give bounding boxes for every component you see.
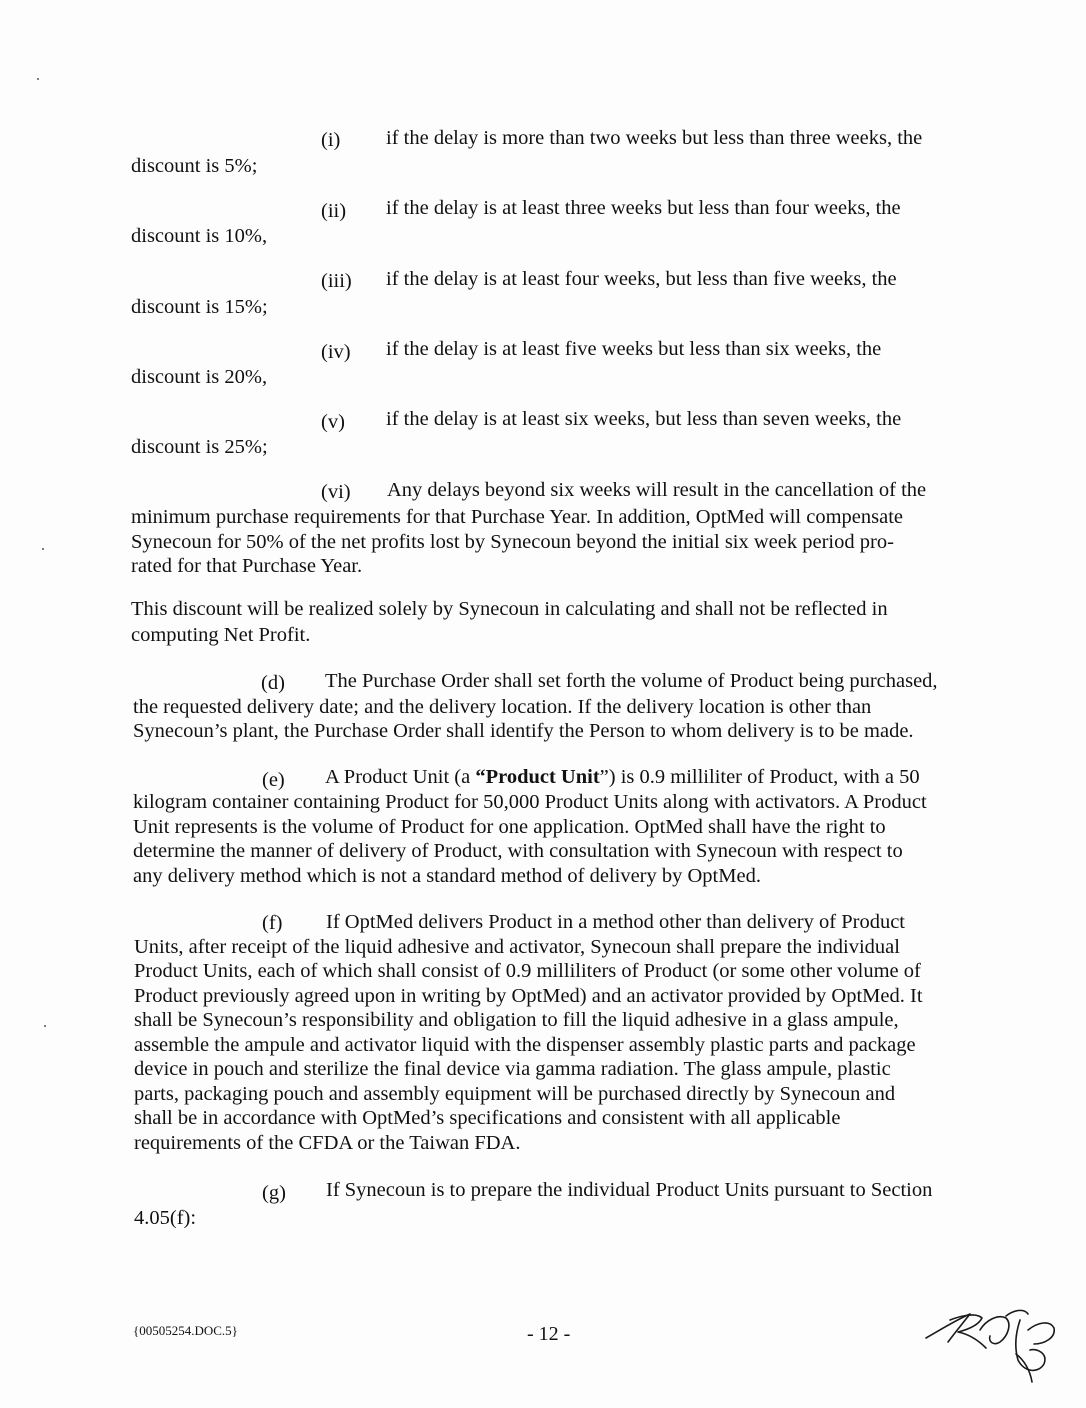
paragraph-line: kilogram container containing Product for 50,000 Product Units along with activators. A Product xyxy=(133,791,927,813)
item-text: if the delay is more than two weeks but less than three weeks, the xyxy=(386,127,923,149)
paragraph-line: Synecoun’s plant, the Purchase Order shall identify the Person to whom delivery is to be made. xyxy=(133,720,914,742)
paragraph-line: computing Net Profit. xyxy=(131,624,311,646)
item-continuation: discount is 10%, xyxy=(131,225,268,247)
paragraph-line: the requested delivery date; and the delivery location. If the delivery location is other than xyxy=(133,696,872,718)
paragraph-line: This discount will be realized solely by Synecoun in calculating and shall not be reflected in xyxy=(131,598,888,620)
paragraph-number: (f) xyxy=(262,912,283,934)
paragraph-line: 4.05(f): xyxy=(134,1207,197,1229)
item-continuation: discount is 15%; xyxy=(131,296,268,318)
paragraph-line: minimum purchase requirements for that Purchase Year. In addition, OptMed will compensate xyxy=(131,506,903,528)
handwritten-initials-signature xyxy=(920,1290,1070,1390)
paragraph-line xyxy=(325,765,920,789)
item-text: if the delay is at least five weeks but less than six weeks, the xyxy=(386,338,882,360)
item-text: Any delays beyond six weeks will result in the cancellation of the xyxy=(387,479,927,501)
item-continuation: discount is 20%, xyxy=(131,366,268,388)
item-text: if the delay is at least three weeks but less than four weeks, the xyxy=(386,197,901,219)
text-run: ”) is 0.9 milliliter of Product, with a 50 xyxy=(599,766,920,788)
text-run: A Product Unit (a xyxy=(325,766,476,788)
item-text: if the delay is at least four weeks, but less than five weeks, the xyxy=(386,268,897,290)
paragraph-line: The Purchase Order shall set forth the volume of Product being purchased, xyxy=(325,670,938,692)
item-number: (vi) xyxy=(321,481,351,503)
item-text: if the delay is at least six weeks, but less than seven weeks, the xyxy=(386,408,902,430)
item-number: (iii) xyxy=(321,270,352,292)
page-number: - 12 - xyxy=(527,1323,571,1345)
paragraph-line: Product Units, each of which shall consist of 0.9 milliliters of Product (or some other volume of xyxy=(134,960,921,982)
paragraph-line: Product previously agreed upon in writing by OptMed) and an activator provided by OptMed. It xyxy=(134,985,923,1007)
document-id: {00505254.DOC.5} xyxy=(133,1323,238,1338)
paragraph-line: If OptMed delivers Product in a method other than delivery of Product xyxy=(326,911,905,933)
paragraph-number: (e) xyxy=(262,769,285,791)
paragraph-line: device in pouch and sterilize the final device via gamma radiation. The glass ampule, plastic xyxy=(134,1058,891,1080)
item-number: (iv) xyxy=(321,341,351,363)
scan-speck xyxy=(37,78,39,80)
paragraph-line: any delivery method which is not a standard method of delivery by OptMed. xyxy=(133,865,761,887)
paragraph-line: parts, packaging pouch and assembly equipment will be purchased directly by Synecoun and xyxy=(134,1083,896,1105)
paragraph-line: Unit represents is the volume of Product for one application. OptMed shall have the right to xyxy=(133,816,886,838)
item-number: (ii) xyxy=(321,200,347,222)
paragraph-line: requirements of the CFDA or the Taiwan FDA. xyxy=(134,1132,521,1154)
paragraph-line: shall be in accordance with OptMed’s specifications and consistent with all applicable xyxy=(134,1107,841,1129)
paragraph-line: Units, after receipt of the liquid adhesive and activator, Synecoun shall prepare the individual xyxy=(134,936,900,958)
paragraph-line: rated for that Purchase Year. xyxy=(131,555,363,577)
paragraph-number: (g) xyxy=(262,1182,286,1204)
item-number: (i) xyxy=(321,129,341,151)
paragraph-line: Synecoun for 50% of the net profits lost by Synecoun beyond the initial six week period pro- xyxy=(131,531,894,553)
paragraph-line: assemble the ampule and activator liquid with the dispenser assembly plastic parts and package xyxy=(134,1034,916,1056)
scan-speck xyxy=(44,1025,46,1027)
item-continuation: discount is 5%; xyxy=(131,155,258,177)
paragraph-line: If Synecoun is to prepare the individual Product Units pursuant to Section xyxy=(326,1179,933,1201)
paragraph-line: determine the manner of delivery of Product, with consultation with Synecoun with respect to xyxy=(133,840,903,862)
defined-term: “Product Unit xyxy=(475,766,600,788)
paragraph-number: (d) xyxy=(261,672,285,694)
item-continuation: discount is 25%; xyxy=(131,436,268,458)
scan-speck xyxy=(42,548,44,550)
paragraph-line: shall be Synecoun’s responsibility and obligation to fill the liquid adhesive in a glass ampule, xyxy=(134,1009,899,1031)
item-number: (v) xyxy=(321,411,345,433)
